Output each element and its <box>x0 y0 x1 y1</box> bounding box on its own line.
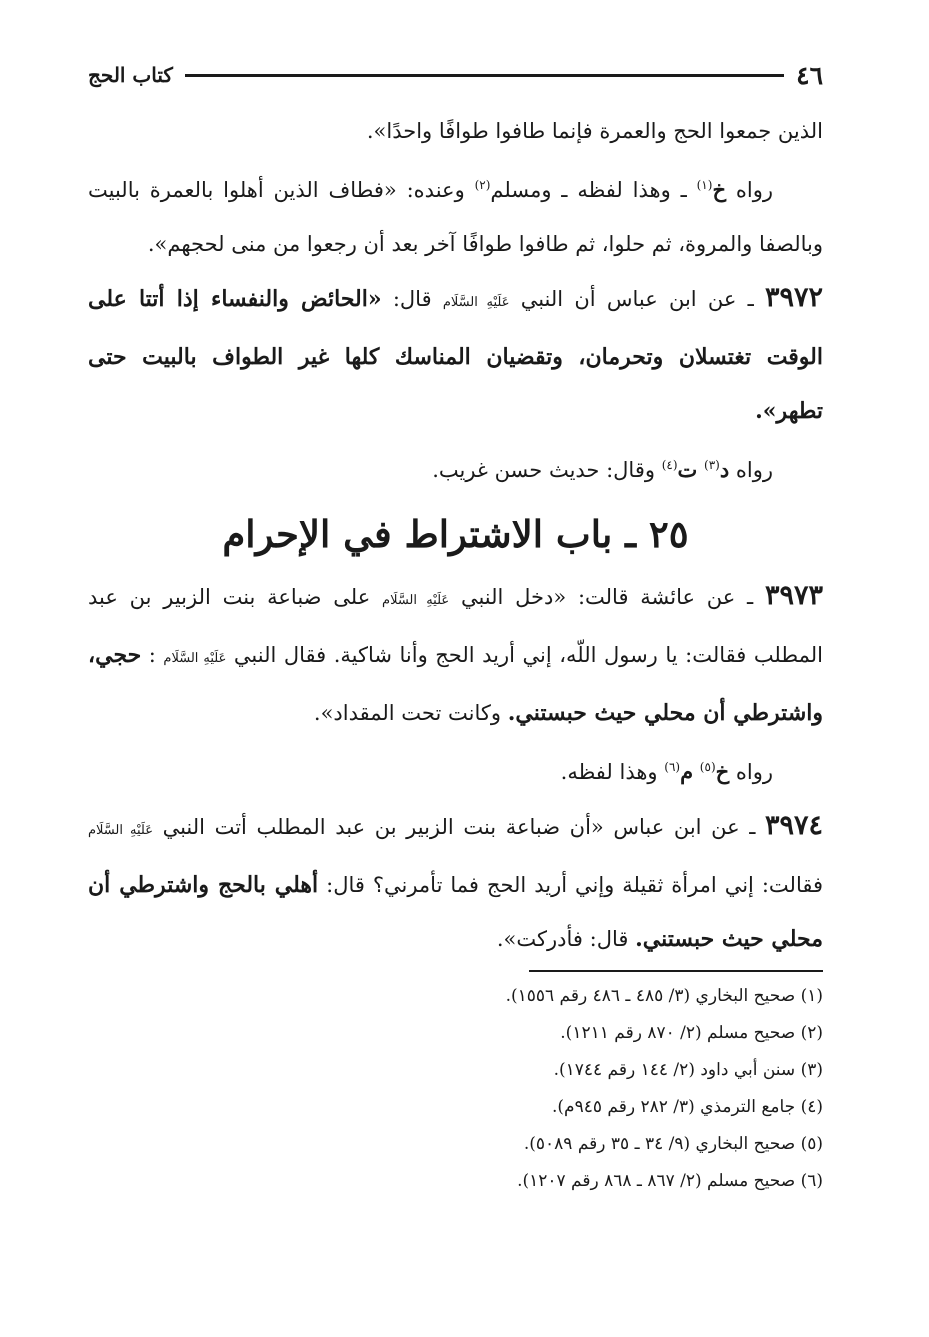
hadith-number: ٣٩٧٣ <box>764 580 823 611</box>
hadith-quote: «الحائض والنفساء إذا أتتا على الوقت تغتسلان وتحرمان، وتقضيان المناسك كلها غير الطواف بالبيت حتى تطهر». <box>88 286 823 424</box>
honorific-glyph: عَلَيْهِ السَّلَام <box>442 295 510 310</box>
footnote: (٢) صحيح مسلم (٢/ ٨٧٠ رقم ١٢١١). <box>560 1023 823 1043</box>
honorific-glyph: عَلَيْهِ السَّلَام <box>382 593 450 608</box>
paragraph-continued <box>88 104 823 158</box>
footnote-ref: (١) <box>696 178 713 192</box>
honorific-glyph: عَلَيْهِ السَّلَام <box>88 823 153 838</box>
hadith-3973 <box>88 569 823 740</box>
footnote: (١) صحيح البخاري (٣/ ٤٨٥ ـ ٤٨٦ رقم ١٥٥٦). <box>505 986 823 1006</box>
paragraph-text: الذين جمعوا الحج والعمرة فإنما طافوا طوافًا واحدًا». <box>366 119 823 143</box>
narration-text: ـ وهذا لفظه ـ ومسلم <box>490 178 687 202</box>
narration-paragraph <box>88 158 823 271</box>
footnote-ref: (٤) <box>661 458 678 472</box>
hadith-3974 <box>88 799 823 966</box>
page-body <box>88 104 823 966</box>
hadith-text: وكانت تحت المقداد». <box>313 701 502 725</box>
hadith-text: ـ عن ابن عباس أن النبي <box>520 287 754 311</box>
footnote-separator <box>529 970 823 972</box>
source-siglum: خ <box>715 759 730 784</box>
footnote: (٥) صحيح البخاري (٩/ ٣٤ ـ ٣٥ رقم ٥٠٨٩). <box>523 1134 823 1154</box>
footnote: (٤) جامع الترمذي (٣/ ٢٨٢ رقم ٩٤٥م). <box>552 1097 823 1117</box>
hadith-text: : <box>148 643 156 667</box>
source-siglum: د <box>719 457 730 482</box>
source-siglum: ت <box>677 457 698 482</box>
page-number: ٤٦ <box>796 60 823 90</box>
narration-paragraph <box>88 438 823 497</box>
narration-text: رواه <box>735 760 773 784</box>
page-header <box>88 58 823 92</box>
hadith-quote: حجي، واشترطي أن محلي حيث حبستني. <box>88 642 823 726</box>
hadith-text: ـ عن ابن عباس «أن ضباعة بنت الزبير بن عبد المطلب أتت النبي <box>162 815 756 839</box>
chapter-heading: ٢٥ ـ باب الاشتراط في الإحرام <box>222 512 689 556</box>
hadith-3972 <box>88 271 823 438</box>
footnote-ref: (٢) <box>474 178 491 192</box>
footnote: (٣) سنن أبي داود (٢/ ١٤٤ رقم ١٧٤٤). <box>553 1060 823 1080</box>
source-siglum: م <box>680 759 694 784</box>
footnote-ref: (٦) <box>664 760 681 774</box>
hadith-text: على ضباعة بنت الزبير بن عبد المطلب فقالت: يا رسول اللّه، إني أريد الحج وأنا شاكية. فقال النبي <box>88 585 823 667</box>
narration-text: رواه <box>735 458 773 482</box>
hadith-text: ـ عن عائشة قالت: «دخل النبي <box>460 585 754 609</box>
hadith-number: ٣٩٧٤ <box>764 810 823 841</box>
narration-paragraph <box>88 740 823 799</box>
honorific-glyph: عَلَيْهِ السَّلَام <box>163 651 227 666</box>
footnotes <box>88 978 823 1200</box>
footnote-ref: (٥) <box>699 760 716 774</box>
narration-text: وعنده: «فطاف الذين أهلوا بالعمرة بالبيت وبالصفا والمروة، ثم حلوا، ثم طافوا طوافًا آخر بعد أن رجعوا من منى لحجهم». <box>88 178 823 256</box>
header-rule <box>185 74 784 77</box>
footnote: (٦) صحيح مسلم (٢/ ٨٦٧ ـ ٨٦٨ رقم ١٢٠٧). <box>517 1171 823 1191</box>
hadith-number: ٣٩٧٢ <box>764 282 823 313</box>
source-siglum: خ <box>712 177 726 202</box>
narration-text: وهذا لفظه. <box>560 760 658 784</box>
hadith-text: قال: فأدركت». <box>496 927 629 951</box>
narration-text: وقال: حديث حسن غريب. <box>432 458 656 482</box>
footnote-ref: (٣) <box>704 458 720 472</box>
hadith-text: فقالت: إني امرأة ثقيلة وإني أريد الحج فما تأمرني؟ قال: <box>326 873 824 897</box>
narration-text: رواه <box>735 178 773 202</box>
hadith-quote: أهلي بالحج واشترطي أن محلي حيث حبستني. <box>88 872 823 952</box>
running-title: كتاب الحج <box>88 63 173 87</box>
hadith-text: قال: <box>392 287 432 311</box>
